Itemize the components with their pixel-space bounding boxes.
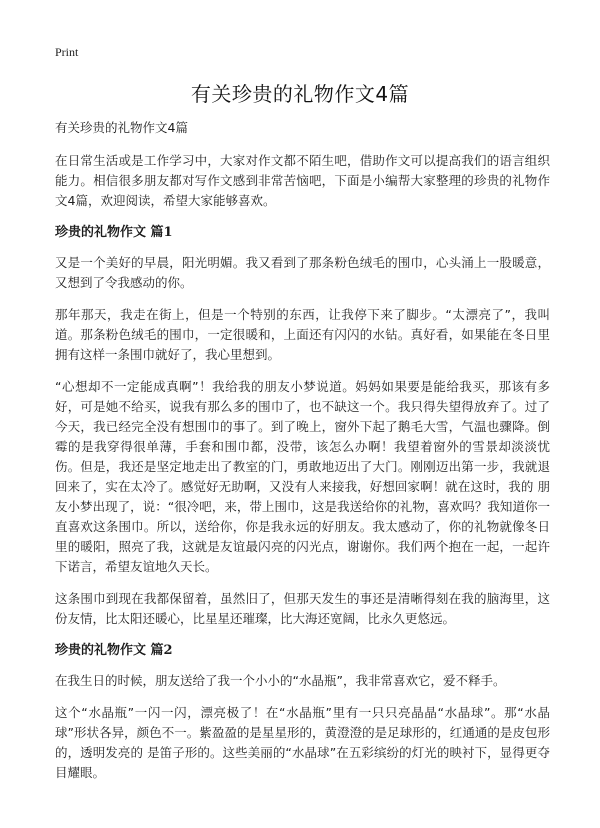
document-body — [55, 118, 550, 795]
paragraph: 那年那天，我走在街上，但是一个特别的东西，让我停下来了脚步。“太漂亮了”，我叫道。那条粉色绒毛的围巾，一定很暖和，上面还有闪闪的水钻。真好看，如果能在冬日里拥有这样一条围巾就好了，我心里想到。 — [55, 307, 550, 362]
section-heading-1: 珍贵的礼物作文 篇1 — [55, 225, 173, 240]
paragraph: 这条围巾到现在我都保留着，虽然旧了，但那天发生的事还是清晰得刻在我的脑海里，这份友情，比太阳还暖心，比星星还璀璨，比大海还宽阔，比永久更悠远。 — [55, 591, 550, 626]
paragraph: 这个“水晶瓶”一闪一闪，漂亮极了！在“水晶瓶”里有一只只亮晶晶“水晶球”。那“水晶球”形状各异，颜色不一。紫盈盈的是星星形的，黄澄澄的是足球形的，红通通的是皮包形的，透明发亮的 是笛子形的。这些美丽的“水晶球”在五彩缤纷的灯光的映衬下，显得更夺目耀眼。 — [55, 705, 550, 780]
paragraph: 又是一个美好的早晨，阳光明媚。我又看到了那条粉色绒毛的围巾，心头涌上一股暖意，又想到了令我感动的你。 — [55, 255, 550, 290]
section-heading-2: 珍贵的礼物作文 篇2 — [55, 643, 173, 658]
page-title: 有关珍贵的礼物作文4篇 — [190, 82, 410, 106]
print-link[interactable]: Print — [55, 45, 79, 59]
intro-paragraph: 在日常生活或是工作学习中，大家对作文都不陌生吧，借助作文可以提高我们的语言组织能力。相信很多朋友都对写作文感到非常苦恼吧，下面是小编帮大家整理的珍贵的礼物作文4篇，欢迎阅读，希望大家能够喜欢。 — [55, 153, 550, 208]
document-subtitle: 有关珍贵的礼物作文4篇 — [55, 120, 188, 135]
paragraph: 在我生日的时候，朋友送给了我一个小小的“水晶瓶”，我非常喜欢它，爱不释手。 — [55, 673, 506, 688]
paragraph: “心想却不一定能成真啊”！我给我的朋友小梦说道。妈妈如果要是能给我买，那该有多好，可是她不给买，说我有那么多的围巾了，也不缺这一个。我只得失望得放弃了。过了今天，我已经完全没有想围巾的事了。到了晚上，窗外下起了鹅毛大雪，气温也骤降。倒霉的是我穿得很单薄，手套和围巾都，没带，该怎么办啊！我望着窗外的雪景却淡淡忧伤。但是，我还是坚定地走出了教室的门，勇敢地迈出了大门。刚刚迈出第一步，我就退回来了，实在太冷了。感觉好无助啊，又没有人来接我，好想回家啊！就在这时，我的 朋友小梦出现了，说：“很冷吧，来，带上围巾，这是我送给你的礼物，喜欢吗？我知道你一直喜欢这条围巾。所以，送给你，你是我永远的好朋友。我太感动了，你的礼物就像冬日里的暖阳，照亮了我，这就是友谊最闪亮的闪光点，谢谢你。我们两个抱在一起，一起许下诺言，希望友谊地久天长。 — [55, 379, 550, 574]
